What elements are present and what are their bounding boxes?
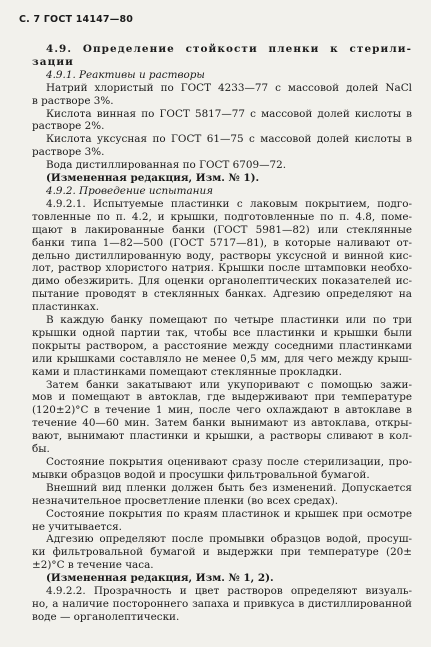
- text-line: банки типа 1—82—500 (ГОСТ 5717—81), в которые наливают от-: [32, 236, 412, 249]
- text-line: 4.9.2. Проведение испытания: [46, 184, 214, 197]
- text-line: воде — органолептически.: [32, 610, 180, 623]
- text-line: Адгезию определяют после промывки образцов водой, просуш-: [46, 533, 412, 546]
- text-line: Кислота винная по ГОСТ 5817—77 с массовой долей кислоты в: [46, 107, 412, 120]
- text-line: Состояние покрытия оценивают сразу после стерилизации, про-: [46, 456, 412, 468]
- text-line: 4.9.1. Реактивы и растворы: [46, 68, 205, 81]
- text-line: ками и пластинками помещают стеклянные прокладки.: [32, 365, 342, 378]
- text-line: бы.: [32, 443, 50, 456]
- text-line: (Измененная редакция, Изм. № 1, 2).: [46, 572, 274, 585]
- text-line: вают, вынимают пластинки и крышки, а растворы сливают в кол-: [32, 430, 412, 443]
- text-line: Вода дистиллированная по ГОСТ 6709—72.: [46, 159, 287, 172]
- text-line: незначительное просветление пленки (во всех средах).: [32, 494, 339, 507]
- text-line: Внешний вид пленки должен быть без изменений. Допускается: [46, 481, 412, 494]
- text-line: лот, раствор хлористого натрия. Крышки после штамповки необхо-: [32, 262, 412, 275]
- text-line: димо обезжирить. Для оценки органолептических показателей ис-: [32, 275, 412, 288]
- text-line: 4.9. Определение стойкости пленки к стерили-: [46, 43, 412, 55]
- text-line: В каждую банку помещают по четыре пластинки или по три: [46, 314, 412, 327]
- text-line: мов и помещают в автоклав, где выдерживают при температуре: [32, 391, 412, 404]
- text-line: 4.9.2.1. Испытуемые пластинки с лаковым покрытием, подго-: [46, 197, 412, 210]
- text-line: дельно дистиллированную воду, растворы уксусной и винной кис-: [32, 249, 412, 262]
- text-line: растворе 3%.: [32, 146, 105, 159]
- text-line: растворе 2%.: [32, 120, 105, 133]
- text-line: 4.9.2.2. Прозрачность и цвет растворов определяют визуаль-: [46, 585, 412, 598]
- text-line: ±2)°C в течение часа.: [32, 559, 154, 572]
- text-line: крышки одной партии так, чтобы все пластинки и крышки были: [32, 326, 412, 339]
- text-line: щают в лакированные банки (ГОСТ 5981—82) или стеклянные: [32, 223, 412, 236]
- text-line: (Измененная редакция, Изм. № 1).: [46, 172, 260, 185]
- text-line: мывки образцов водой и просушки фильтровальной бумагой.: [32, 468, 370, 481]
- text-line: (120±2)°C в течение 1 мин, после чего охлаждают в автоклаве в: [32, 404, 412, 417]
- text-line: Кислота уксусная по ГОСТ 61—75 с массовой долей кислоты в: [46, 133, 412, 146]
- text-line: пытание проводят в стеклянных банках. Адгезию определяют на: [32, 288, 412, 301]
- text-line: зации: [32, 55, 74, 68]
- text-line: в растворе 3%.: [32, 94, 114, 107]
- text-line: не учитывается.: [32, 520, 122, 533]
- text-line: Затем банки закатывают или укупоривают с помощью зажи-: [46, 378, 412, 391]
- text-line: ки фильтровальной бумагой и выдержки при температуре (20±: [32, 546, 412, 559]
- text-line: покрыты раствором, а расстояние между соседними пластинками: [32, 339, 412, 352]
- text-line: течение 40—60 мин. Затем банки вынимают из автоклава, откры-: [32, 417, 412, 430]
- text-line: или крышками составляло не менее 0,5 мм, для чего между крыш-: [32, 352, 412, 365]
- document-body: [32, 43, 412, 624]
- text-line: Состояние покрытия по краям пластинок и крышек при осмотре: [46, 507, 412, 520]
- text-line: Натрий хлористый по ГОСТ 4233—77 с массовой долей NaCl: [46, 81, 412, 94]
- text-line: но, а наличие постороннего запаха и привкуса в дистиллированной: [32, 597, 412, 610]
- text-line: пластинках.: [32, 301, 99, 314]
- text-line: товленные по п. 4.2, и крышки, подготовленные по п. 4.8, поме-: [32, 210, 412, 223]
- page-header: С. 7 ГОСТ 14147—80: [19, 14, 134, 25]
